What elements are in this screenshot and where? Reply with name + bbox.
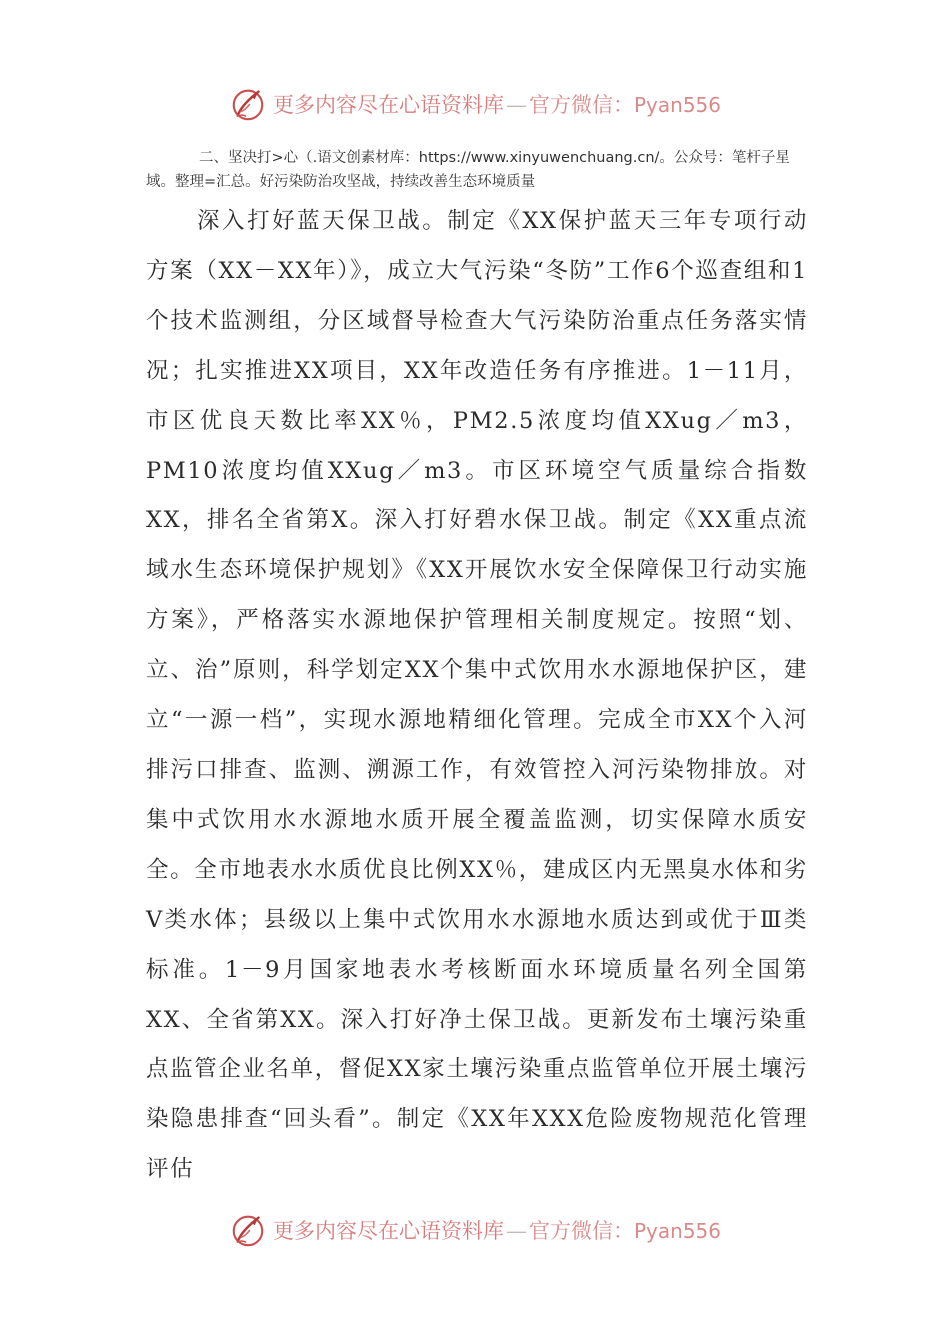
banner-text xyxy=(273,89,721,119)
pen-nib-logo-icon xyxy=(229,85,267,123)
banner-main-text: 更多内容尽在心语资料库 xyxy=(272,1219,504,1243)
header-banner-content xyxy=(229,85,721,123)
banner-main-text: 更多内容尽在心语资料库 xyxy=(272,93,504,117)
banner-separator: — xyxy=(505,1219,527,1243)
banner-wechat-label: 官方微信： xyxy=(528,93,634,117)
banner-text xyxy=(273,1215,721,1245)
banner-account: Pyan556 xyxy=(633,93,721,117)
header-banner xyxy=(0,80,950,128)
pen-nib-logo-icon xyxy=(229,1211,267,1249)
banner-separator: — xyxy=(505,93,527,117)
footer-banner-content xyxy=(229,1211,721,1249)
footer-banner xyxy=(0,1206,950,1254)
banner-wechat-label: 官方微信： xyxy=(528,1219,634,1243)
section-heading: 二、坚决打>心（.语文创素材库：https://www.xinyuwenchuang.cn/。公众号：笔杆子星域。整理=汇总。好污染防治攻坚战，持续改善生态环境质量 xyxy=(146,150,790,190)
body-paragraph: 深入打好蓝天保卫战。制定《XX保护蓝天三年专项行动方案（XX－XX年）》，成立大气污染“冬防”工作6个巡查组和1个技术监测组，分区域督导检查大气污染防治重点任务落实情况；扎实推进XX项目，XX年改造任务有序推进。1－11月，市区优良天数比率XX％，PM2.5浓度均值XXug／m3，PM10浓度均值XXug／m3。市区环境空气质量综合指数XX，排名全省第X。深入打好碧水保卫战。制定《XX重点流域水生态环境保护规划》《XX开展饮水安全保障保卫行动实施方案》，严格落实水源地保护管理相关制度规定。按照“划、立、治”原则，科学划定XX个集中式饮用水水源地保护区，建立“一源一档”，实现水源地精细化管理。完成全市XX个入河排污口排查、监测、溯源工作，有效管控入河污染物排放。对集中式饮用水水源地水质开展全覆盖监测，切实保障水质安全。全市地表水水质优良比例XX％，建成区内无黑臭水体和劣Ⅴ类水体；县级以上集中式饮用水水源地水质达到或优于Ⅲ类标准。1－9月国家地表水考核断面水环境质量名列全国第XX、全省第XX。深入打好净土保卫战。更新发布土壤污染重点监管企业名单，督促XX家土壤污染重点监管单位开展土壤污染隐患排查“回头看”。制定《XX年XXX危险废物规范化管理评估 xyxy=(146,208,808,1183)
banner-account: Pyan556 xyxy=(633,1219,721,1243)
